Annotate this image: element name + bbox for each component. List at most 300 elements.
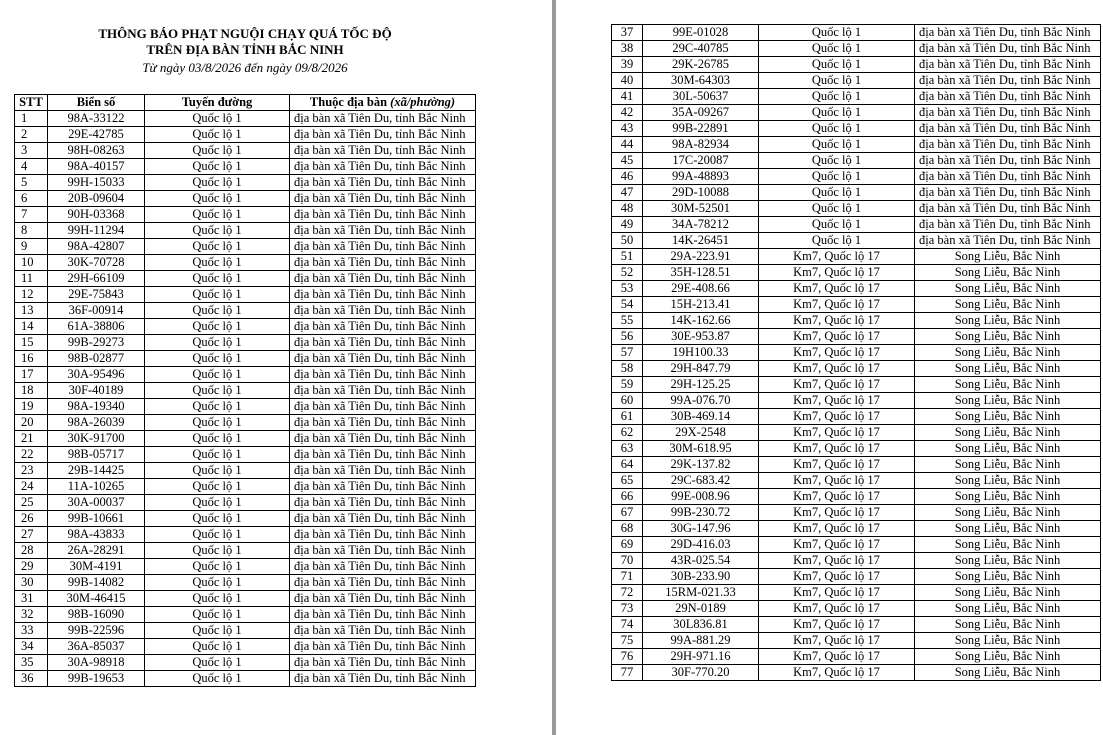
cell-stt: 37 <box>612 25 643 41</box>
cell-plate: 30F-770.20 <box>643 665 759 681</box>
cell-stt: 74 <box>612 617 643 633</box>
cell-stt: 65 <box>612 473 643 489</box>
cell-stt: 67 <box>612 505 643 521</box>
table-row <box>15 623 476 639</box>
cell-area: địa bàn xã Tiên Du, tỉnh Bắc Ninh <box>915 217 1101 233</box>
cell-road: Quốc lộ 1 <box>759 121 915 137</box>
cell-plate: 99E-01028 <box>643 25 759 41</box>
cell-road: Km7, Quốc lộ 17 <box>759 457 915 473</box>
table-row <box>612 169 1101 185</box>
table-row <box>612 617 1101 633</box>
cell-stt: 13 <box>15 303 48 319</box>
cell-plate: 98A-43833 <box>48 527 145 543</box>
cell-road: Quốc lộ 1 <box>759 73 915 89</box>
table-row <box>15 447 476 463</box>
cell-road: Km7, Quốc lộ 17 <box>759 425 915 441</box>
cell-area: địa bàn xã Tiên Du, tỉnh Bắc Ninh <box>290 367 476 383</box>
cell-plate: 26A-28291 <box>48 543 145 559</box>
cell-area: địa bàn xã Tiên Du, tỉnh Bắc Ninh <box>290 159 476 175</box>
table-row <box>612 521 1101 537</box>
cell-road: Km7, Quốc lộ 17 <box>759 297 915 313</box>
cell-plate: 99E-008.96 <box>643 489 759 505</box>
cell-stt: 50 <box>612 233 643 249</box>
cell-plate: 19H100.33 <box>643 345 759 361</box>
column-header-road: Tuyến đường <box>145 95 290 111</box>
cell-road: Quốc lộ 1 <box>759 169 915 185</box>
cell-area: Song Liễu, Bắc Ninh <box>915 553 1101 569</box>
cell-plate: 30K-91700 <box>48 431 145 447</box>
cell-area: Song Liễu, Bắc Ninh <box>915 457 1101 473</box>
cell-stt: 57 <box>612 345 643 361</box>
table-row <box>612 377 1101 393</box>
table-row <box>612 41 1101 57</box>
cell-stt: 47 <box>612 185 643 201</box>
cell-plate: 98B-02877 <box>48 351 145 367</box>
cell-plate: 99B-230.72 <box>643 505 759 521</box>
cell-area: địa bàn xã Tiên Du, tỉnh Bắc Ninh <box>915 185 1101 201</box>
cell-stt: 45 <box>612 153 643 169</box>
cell-plate: 30M-618.95 <box>643 441 759 457</box>
cell-road: Quốc lộ 1 <box>759 57 915 73</box>
cell-plate: 30L-50637 <box>643 89 759 105</box>
cell-stt: 73 <box>612 601 643 617</box>
date-range: Từ ngày 03/8/2026 đến ngày 09/8/2026 <box>142 60 348 75</box>
cell-plate: 30K-70728 <box>48 255 145 271</box>
cell-area: địa bàn xã Tiên Du, tỉnh Bắc Ninh <box>290 127 476 143</box>
cell-road: Quốc lộ 1 <box>759 137 915 153</box>
cell-road: Quốc lộ 1 <box>145 111 290 127</box>
cell-area: Song Liễu, Bắc Ninh <box>915 569 1101 585</box>
cell-plate: 99B-22891 <box>643 121 759 137</box>
cell-stt: 18 <box>15 383 48 399</box>
cell-area: Song Liễu, Bắc Ninh <box>915 617 1101 633</box>
cell-plate: 98A-82934 <box>643 137 759 153</box>
cell-area: địa bàn xã Tiên Du, tỉnh Bắc Ninh <box>915 137 1101 153</box>
table-row <box>612 297 1101 313</box>
cell-plate: 30M-46415 <box>48 591 145 607</box>
cell-stt: 34 <box>15 639 48 655</box>
cell-plate: 35H-128.51 <box>643 265 759 281</box>
cell-plate: 30M-4191 <box>48 559 145 575</box>
cell-road: Quốc lộ 1 <box>145 447 290 463</box>
cell-plate: 98A-42807 <box>48 239 145 255</box>
table-row <box>15 351 476 367</box>
cell-stt: 54 <box>612 297 643 313</box>
column-header-stt: STT <box>15 95 48 111</box>
cell-area: địa bàn xã Tiên Du, tỉnh Bắc Ninh <box>290 543 476 559</box>
cell-area: địa bàn xã Tiên Du, tỉnh Bắc Ninh <box>290 319 476 335</box>
table-row <box>612 201 1101 217</box>
table-row <box>612 217 1101 233</box>
cell-plate: 99B-29273 <box>48 335 145 351</box>
table-row <box>612 345 1101 361</box>
cell-plate: 99H-11294 <box>48 223 145 239</box>
table-row <box>612 121 1101 137</box>
cell-road: Quốc lộ 1 <box>145 175 290 191</box>
cell-plate: 98A-26039 <box>48 415 145 431</box>
cell-plate: 30A-00037 <box>48 495 145 511</box>
cell-stt: 30 <box>15 575 48 591</box>
table-row <box>15 559 476 575</box>
cell-area: Song Liễu, Bắc Ninh <box>915 361 1101 377</box>
cell-stt: 23 <box>15 463 48 479</box>
cell-stt: 8 <box>15 223 48 239</box>
cell-stt: 19 <box>15 399 48 415</box>
cell-stt: 43 <box>612 121 643 137</box>
cell-road: Km7, Quốc lộ 17 <box>759 249 915 265</box>
table-row <box>612 425 1101 441</box>
cell-area: địa bàn xã Tiên Du, tỉnh Bắc Ninh <box>915 25 1101 41</box>
cell-area: địa bàn xã Tiên Du, tỉnh Bắc Ninh <box>290 527 476 543</box>
cell-area: Song Liễu, Bắc Ninh <box>915 297 1101 313</box>
cell-plate: 29B-14425 <box>48 463 145 479</box>
cell-stt: 20 <box>15 415 48 431</box>
cell-road: Quốc lộ 1 <box>145 399 290 415</box>
cell-plate: 29D-416.03 <box>643 537 759 553</box>
cell-road: Quốc lộ 1 <box>145 463 290 479</box>
cell-area: địa bàn xã Tiên Du, tỉnh Bắc Ninh <box>290 463 476 479</box>
cell-area: Song Liễu, Bắc Ninh <box>915 409 1101 425</box>
cell-stt: 71 <box>612 569 643 585</box>
cell-stt: 61 <box>612 409 643 425</box>
table-row <box>612 473 1101 489</box>
table-row <box>15 495 476 511</box>
cell-area: địa bàn xã Tiên Du, tỉnh Bắc Ninh <box>290 111 476 127</box>
cell-stt: 24 <box>15 479 48 495</box>
cell-road: Quốc lộ 1 <box>145 479 290 495</box>
cell-stt: 11 <box>15 271 48 287</box>
cell-stt: 63 <box>612 441 643 457</box>
table-row <box>612 441 1101 457</box>
cell-plate: 34A-78212 <box>643 217 759 233</box>
cell-plate: 30A-98918 <box>48 655 145 671</box>
cell-area: địa bàn xã Tiên Du, tỉnh Bắc Ninh <box>915 201 1101 217</box>
table-row <box>612 361 1101 377</box>
table-row <box>612 105 1101 121</box>
cell-area: Song Liễu, Bắc Ninh <box>915 441 1101 457</box>
cell-stt: 15 <box>15 335 48 351</box>
cell-stt: 35 <box>15 655 48 671</box>
cell-plate: 17C-20087 <box>643 153 759 169</box>
cell-road: Quốc lộ 1 <box>759 25 915 41</box>
cell-plate: 98A-19340 <box>48 399 145 415</box>
cell-area: Song Liễu, Bắc Ninh <box>915 249 1101 265</box>
cell-area: địa bàn xã Tiên Du, tỉnh Bắc Ninh <box>290 335 476 351</box>
table-row <box>15 207 476 223</box>
table-row <box>612 313 1101 329</box>
cell-area: địa bàn xã Tiên Du, tỉnh Bắc Ninh <box>290 575 476 591</box>
table-row <box>15 287 476 303</box>
cell-area: địa bàn xã Tiên Du, tỉnh Bắc Ninh <box>290 607 476 623</box>
cell-road: Km7, Quốc lộ 17 <box>759 361 915 377</box>
cell-road: Km7, Quốc lộ 17 <box>759 377 915 393</box>
table-row <box>612 393 1101 409</box>
table-row <box>612 489 1101 505</box>
cell-area: địa bàn xã Tiên Du, tỉnh Bắc Ninh <box>290 303 476 319</box>
cell-stt: 38 <box>612 41 643 57</box>
table-row <box>612 137 1101 153</box>
cell-road: Quốc lộ 1 <box>145 543 290 559</box>
cell-plate: 98H-08263 <box>48 143 145 159</box>
cell-plate: 30B-233.90 <box>643 569 759 585</box>
cell-road: Quốc lộ 1 <box>759 153 915 169</box>
cell-plate: 29K-26785 <box>643 57 759 73</box>
cell-area: địa bàn xã Tiên Du, tỉnh Bắc Ninh <box>915 233 1101 249</box>
table-row <box>612 185 1101 201</box>
cell-stt: 28 <box>15 543 48 559</box>
cell-stt: 1 <box>15 111 48 127</box>
cell-plate: 29H-125.25 <box>643 377 759 393</box>
cell-area: Song Liễu, Bắc Ninh <box>915 281 1101 297</box>
cell-plate: 29E-42785 <box>48 127 145 143</box>
cell-plate: 14K-162.66 <box>643 313 759 329</box>
cell-plate: 99B-22596 <box>48 623 145 639</box>
table-row <box>15 671 476 687</box>
cell-area: địa bàn xã Tiên Du, tỉnh Bắc Ninh <box>915 57 1101 73</box>
cell-area: địa bàn xã Tiên Du, tỉnh Bắc Ninh <box>290 271 476 287</box>
cell-area: Song Liễu, Bắc Ninh <box>915 329 1101 345</box>
document-title-line2: TRÊN ĐỊA BÀN TỈNH BẮC NINH <box>146 42 344 57</box>
cell-road: Quốc lộ 1 <box>145 335 290 351</box>
cell-area: địa bàn xã Tiên Du, tỉnh Bắc Ninh <box>290 479 476 495</box>
cell-stt: 22 <box>15 447 48 463</box>
column-header-area-text: Thuộc địa bàn <box>309 95 391 109</box>
cell-road: Km7, Quốc lộ 17 <box>759 489 915 505</box>
cell-plate: 15H-213.41 <box>643 297 759 313</box>
cell-road: Km7, Quốc lộ 17 <box>759 505 915 521</box>
cell-stt: 68 <box>612 521 643 537</box>
cell-plate: 30E-953.87 <box>643 329 759 345</box>
table-row <box>15 591 476 607</box>
table-row <box>15 127 476 143</box>
cell-road: Quốc lộ 1 <box>145 223 290 239</box>
cell-stt: 39 <box>612 57 643 73</box>
table-row <box>15 415 476 431</box>
cell-stt: 49 <box>612 217 643 233</box>
cell-stt: 75 <box>612 633 643 649</box>
table-row <box>15 223 476 239</box>
cell-stt: 12 <box>15 287 48 303</box>
table-row <box>15 511 476 527</box>
cell-area: Song Liễu, Bắc Ninh <box>915 265 1101 281</box>
cell-area: Song Liễu, Bắc Ninh <box>915 585 1101 601</box>
cell-stt: 25 <box>15 495 48 511</box>
cell-stt: 62 <box>612 425 643 441</box>
cell-stt: 21 <box>15 431 48 447</box>
cell-plate: 29X-2548 <box>643 425 759 441</box>
cell-stt: 2 <box>15 127 48 143</box>
cell-stt: 69 <box>612 537 643 553</box>
table-header-row <box>15 95 476 111</box>
cell-stt: 3 <box>15 143 48 159</box>
cell-plate: 30M-64303 <box>643 73 759 89</box>
cell-area: địa bàn xã Tiên Du, tỉnh Bắc Ninh <box>290 415 476 431</box>
table-row <box>15 655 476 671</box>
cell-plate: 99A-48893 <box>643 169 759 185</box>
cell-plate: 35A-09267 <box>643 105 759 121</box>
table-row <box>15 463 476 479</box>
cell-road: Quốc lộ 1 <box>759 201 915 217</box>
cell-road: Quốc lộ 1 <box>145 495 290 511</box>
cell-stt: 58 <box>612 361 643 377</box>
cell-road: Km7, Quốc lộ 17 <box>759 649 915 665</box>
cell-road: Quốc lộ 1 <box>145 239 290 255</box>
cell-plate: 98A-33122 <box>48 111 145 127</box>
cell-road: Quốc lộ 1 <box>145 303 290 319</box>
table-row <box>612 329 1101 345</box>
table-row <box>15 319 476 335</box>
table-row <box>15 159 476 175</box>
cell-road: Km7, Quốc lộ 17 <box>759 313 915 329</box>
cell-plate: 29K-137.82 <box>643 457 759 473</box>
table-row <box>612 601 1101 617</box>
cell-road: Quốc lộ 1 <box>145 591 290 607</box>
cell-area: địa bàn xã Tiên Du, tỉnh Bắc Ninh <box>290 591 476 607</box>
table-row <box>15 383 476 399</box>
table-row <box>15 399 476 415</box>
table-row <box>15 255 476 271</box>
cell-road: Quốc lộ 1 <box>145 319 290 335</box>
cell-stt: 42 <box>612 105 643 121</box>
cell-stt: 5 <box>15 175 48 191</box>
cell-area: địa bàn xã Tiên Du, tỉnh Bắc Ninh <box>290 447 476 463</box>
table-row <box>15 543 476 559</box>
table-row <box>15 639 476 655</box>
cell-plate: 29E-408.66 <box>643 281 759 297</box>
cell-stt: 44 <box>612 137 643 153</box>
cell-stt: 10 <box>15 255 48 271</box>
cell-road: Quốc lộ 1 <box>145 351 290 367</box>
cell-stt: 16 <box>15 351 48 367</box>
table-row <box>612 233 1101 249</box>
cell-area: Song Liễu, Bắc Ninh <box>915 489 1101 505</box>
cell-area: địa bàn xã Tiên Du, tỉnh Bắc Ninh <box>915 169 1101 185</box>
table-row <box>612 281 1101 297</box>
cell-road: Quốc lộ 1 <box>145 575 290 591</box>
cell-road: Quốc lộ 1 <box>145 431 290 447</box>
cell-stt: 48 <box>612 201 643 217</box>
cell-road: Km7, Quốc lộ 17 <box>759 553 915 569</box>
cell-stt: 14 <box>15 319 48 335</box>
cell-area: địa bàn xã Tiên Du, tỉnh Bắc Ninh <box>290 175 476 191</box>
document-page-right <box>556 0 1103 735</box>
cell-plate: 29H-971.16 <box>643 649 759 665</box>
table-row <box>612 649 1101 665</box>
table-row <box>15 367 476 383</box>
table-row <box>612 569 1101 585</box>
cell-area: địa bàn xã Tiên Du, tỉnh Bắc Ninh <box>915 41 1101 57</box>
cell-plate: 99H-15033 <box>48 175 145 191</box>
cell-area: địa bàn xã Tiên Du, tỉnh Bắc Ninh <box>915 73 1101 89</box>
table-row <box>15 191 476 207</box>
cell-plate: 29N-0189 <box>643 601 759 617</box>
cell-area: địa bàn xã Tiên Du, tỉnh Bắc Ninh <box>290 623 476 639</box>
cell-area: địa bàn xã Tiên Du, tỉnh Bắc Ninh <box>915 89 1101 105</box>
cell-road: Quốc lộ 1 <box>145 143 290 159</box>
cell-road: Km7, Quốc lộ 17 <box>759 329 915 345</box>
cell-area: địa bàn xã Tiên Du, tỉnh Bắc Ninh <box>290 143 476 159</box>
cell-road: Quốc lộ 1 <box>145 159 290 175</box>
cell-area: địa bàn xã Tiên Du, tỉnh Bắc Ninh <box>290 239 476 255</box>
cell-plate: 14K-26451 <box>643 233 759 249</box>
cell-area: Song Liễu, Bắc Ninh <box>915 665 1101 681</box>
cell-area: Song Liễu, Bắc Ninh <box>915 393 1101 409</box>
cell-plate: 36A-85037 <box>48 639 145 655</box>
violations-table-right <box>611 24 1101 681</box>
cell-plate: 99A-881.29 <box>643 633 759 649</box>
cell-area: Song Liễu, Bắc Ninh <box>915 521 1101 537</box>
cell-road: Km7, Quốc lộ 17 <box>759 601 915 617</box>
cell-stt: 6 <box>15 191 48 207</box>
cell-plate: 29A-223.91 <box>643 249 759 265</box>
cell-plate: 99B-14082 <box>48 575 145 591</box>
table-row <box>612 633 1101 649</box>
cell-stt: 72 <box>612 585 643 601</box>
table-row <box>612 249 1101 265</box>
cell-area: Song Liễu, Bắc Ninh <box>915 649 1101 665</box>
cell-road: Km7, Quốc lộ 17 <box>759 281 915 297</box>
cell-stt: 9 <box>15 239 48 255</box>
cell-plate: 99A-076.70 <box>643 393 759 409</box>
table-row <box>612 585 1101 601</box>
table-row <box>15 143 476 159</box>
cell-plate: 30M-52501 <box>643 201 759 217</box>
cell-road: Quốc lộ 1 <box>145 527 290 543</box>
table-row <box>15 575 476 591</box>
cell-road: Quốc lộ 1 <box>145 191 290 207</box>
cell-stt: 4 <box>15 159 48 175</box>
cell-plate: 61A-38806 <box>48 319 145 335</box>
cell-plate: 29C-683.42 <box>643 473 759 489</box>
cell-plate: 29H-847.79 <box>643 361 759 377</box>
cell-stt: 40 <box>612 73 643 89</box>
cell-area: Song Liễu, Bắc Ninh <box>915 425 1101 441</box>
cell-stt: 36 <box>15 671 48 687</box>
cell-area: địa bàn xã Tiên Du, tỉnh Bắc Ninh <box>290 655 476 671</box>
cell-stt: 55 <box>612 313 643 329</box>
cell-road: Quốc lộ 1 <box>145 607 290 623</box>
cell-plate: 36F-00914 <box>48 303 145 319</box>
cell-stt: 46 <box>612 169 643 185</box>
table-row <box>612 537 1101 553</box>
cell-plate: 30B-469.14 <box>643 409 759 425</box>
cell-area: Song Liễu, Bắc Ninh <box>915 345 1101 361</box>
cell-road: Quốc lộ 1 <box>759 41 915 57</box>
cell-area: Song Liễu, Bắc Ninh <box>915 505 1101 521</box>
column-header-plate: Biển số <box>48 95 145 111</box>
cell-road: Quốc lộ 1 <box>145 623 290 639</box>
cell-plate: 29D-10088 <box>643 185 759 201</box>
table-row <box>612 457 1101 473</box>
cell-area: địa bàn xã Tiên Du, tỉnh Bắc Ninh <box>290 223 476 239</box>
table-row <box>15 479 476 495</box>
column-header-area <box>290 95 476 111</box>
cell-plate: 99B-19653 <box>48 671 145 687</box>
cell-plate: 29E-75843 <box>48 287 145 303</box>
violations-table-left <box>14 94 476 687</box>
cell-road: Quốc lộ 1 <box>145 639 290 655</box>
cell-plate: 98B-16090 <box>48 607 145 623</box>
table-row <box>15 175 476 191</box>
cell-area: địa bàn xã Tiên Du, tỉnh Bắc Ninh <box>290 511 476 527</box>
table-row <box>15 527 476 543</box>
cell-road: Km7, Quốc lộ 17 <box>759 665 915 681</box>
cell-stt: 52 <box>612 265 643 281</box>
cell-area: Song Liễu, Bắc Ninh <box>915 537 1101 553</box>
cell-stt: 77 <box>612 665 643 681</box>
cell-stt: 51 <box>612 249 643 265</box>
cell-stt: 64 <box>612 457 643 473</box>
